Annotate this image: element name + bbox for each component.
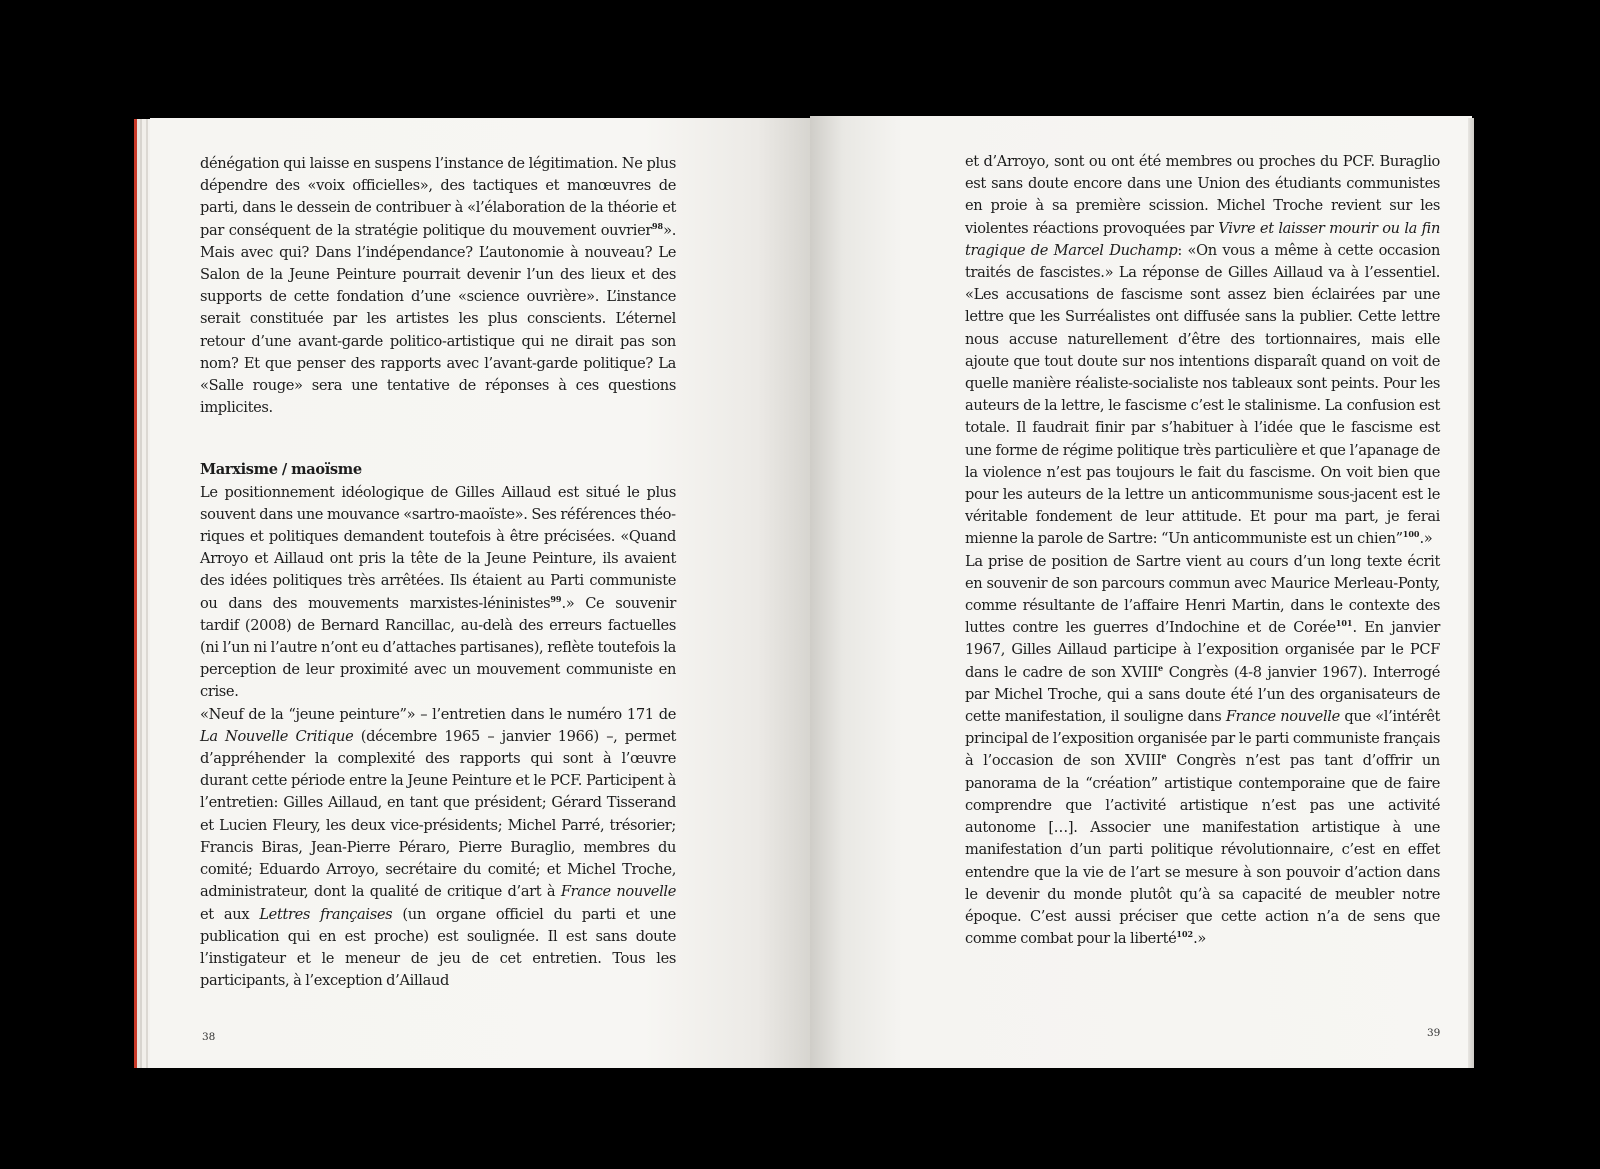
right-paragraph-2: [965, 551, 1440, 951]
ordinal-superscript: e: [1161, 751, 1167, 762]
footnote-ref: 99: [550, 593, 562, 604]
text-run: Congrès (4-8 janvier 1967). Interrogé par Michel Troche, qui a sans doute été l’un des organisateurs de cette manifestation, il souligne dans: [965, 663, 1440, 726]
text-run: (un organe officiel du parti et une publication qui en est proche) est soulignée. Il est sans doute l’instigateur et le meneur de jeu de cet entretien. Tous les participants, à l’exception d’Aillaud: [200, 905, 676, 990]
text-run: . En janvier 1967, Gilles Aillaud participe à l’exposition organisée par le PCF dans le cadre de son XVIII: [965, 619, 1440, 681]
ordinal-superscript: e: [1158, 662, 1164, 673]
text-run: et d’Arroyo, sont ou ont été membres ou proches du PCF. Buraglio est sans doute encore dans une Union des étudiants communistes en proie à sa première scission. Michel Troche revient sur les violentes réactions provoquées par: [965, 153, 1440, 237]
italic-title: France nouvelle: [560, 883, 676, 901]
text-run: «Neuf de la “jeune peinture”» – l’entretien dans le numéro 171 de: [200, 705, 676, 723]
text-run: que «l’intérêt principal de l’exposition organisée par le parti communiste français à l’occasion de son XVIII: [965, 708, 1441, 770]
right-page-text: [965, 151, 1440, 950]
text-run: (décembre 1965 – janvier 1966) –, permet d’appréhender la complexité des rapports qui sont à l’œuvre durant cette période entre la Jeune Peinture et le PCF. Participent à l’entretien: Gilles Aillaud, en tant que président; Gérard Tisserand et Lucien Fleury, les deux vice-présidents; Michel Parré, trésorier; Francis Biras, Jean-Pierre Péraro, Pierre Buraglio, membres du comité; Eduardo Arroyo, secrétaire du comité; et Michel Troche, administrateur, dont la qualité de critique d’art à: [200, 727, 676, 901]
text-run: dénégation qui laisse en suspens l’instance de légitimation. Ne plus dépendre des «voix officielles», des tactiques et manœuvres de parti, dans le dessein de contribuer à «l’élaboration de la théorie et par conséquent de la stratégie politique du mouvement ouvrier: [200, 155, 676, 239]
text-run: .»: [1193, 930, 1206, 948]
text-run: ». Mais avec qui? Dans l’indépendance? L’autonomie à nouveau? Le Salon de la Jeune Peinture pourrait devenir l’un des lieux et des supports de cette fondation d’une «science ouvrière». L’instance serait constituée par les artistes les plus conscients. L’éternel retour d’une avant-garde politico-artistique qui ne dirait pas son nom? Et que penser des rapports avec l’avant-garde politique? La «Salle rouge» sera une tentative de réponses à ces questions implicites.: [200, 221, 676, 417]
page-number-right: 39: [1427, 1027, 1441, 1039]
section-heading: Marxisme / maoïsme: [200, 461, 362, 479]
italic-title: La Nouvelle Critique: [200, 727, 354, 745]
left-paragraph-2: [200, 482, 676, 704]
page-number-left: 38: [202, 1031, 216, 1043]
footnote-ref: 102: [1176, 929, 1194, 940]
footnote-ref: 98: [651, 220, 664, 231]
italic-title: France nouvelle: [1225, 708, 1340, 726]
footnote-ref: 101: [1335, 618, 1353, 629]
text-run: Le positionnement idéologique de Gilles Aillaud est situé le plus souvent dans une mouvance «sartro-maoïste». Ses références théoriques et politiques demandent toutefois à être précisées. «Quand Arroyo et Aillaud ont pris la tête de la Jeune Peinture, ils avaient des idées politiques très arrêtées. Ils étaient au Parti communiste ou dans des mouvements marxistes-léninistes: [200, 483, 676, 612]
text-run: .»: [1419, 530, 1433, 548]
italic-title: Lettres françaises: [259, 905, 393, 923]
text-run: Congrès n’est pas tant d’offrir un panorama de la “création” artistique contemporaine que de faire comprendre que l’activité artistique n’est pas une activité autonome […]. Associer une manifestation artistique à une manifestation d’un parti politique révolutionnaire, c’est en effet entendre que la vie de l’art se mesure à son pouvoir d’action dans le devenir du monde plutôt qu’à sa capacité de meubler notre époque. C’est aussi préciser que cette action n’a de sens que comme combat pour la liberté: [965, 752, 1440, 948]
left-paragraph-1: [200, 153, 676, 419]
text-run: et aux: [200, 905, 260, 923]
right-paragraph-1: [965, 151, 1440, 551]
italic-title: Vivre et laisser mourir ou la fin tragique de Marcel Duchamp: [965, 219, 1440, 259]
right-page-edge: [1468, 118, 1474, 1068]
left-page-text: [200, 153, 676, 992]
text-run: : «On vous a même à cette occasion traités de fascistes.» La réponse de Gilles Aillaud va à l’essentiel. «Les accusations de fascisme sont assez bien éclairées par une lettre que les Surréalistes ont diffusée sans la publier. Cette lettre nous accuse naturellement d’être des tortionnaires, mais elle ajoute que tout doute sur nos intentions disparaît quand on voit de quelle manière réaliste-socialiste nos tableaux sont peints. Pour les auteurs de la lettre, le fascisme c’est le stalinisme. La confusion est totale. Il faudrait finir par s’habituer à l’idée que le fascisme est une forme de régime politique très particulière et que l’apanage de la violence n’est pas toujours le fait du fascisme. On voit bien que pour les auteurs de la lettre un anticommunisme sous-jacent est le véritable fondement de leur attitude. Et pour ma part, je ferai mienne la parole de Sartre: “Un anticommuniste est un chien”: [965, 241, 1440, 548]
text-run: La prise de position de Sartre vient au cours d’un long texte écrit en souvenir de son parcours commun avec Maurice Merleau-Ponty, comme résultante de l’affaire Henri Martin, dans le contexte des luttes contre les guerres d’Indochine et de Corée: [965, 552, 1440, 637]
left-paragraph-3: [200, 704, 676, 993]
footnote-ref: 100: [1402, 529, 1420, 540]
text-run: .» Ce souvenir tardif (2008) de Bernard Rancillac, au-delà des erreurs factuelles (ni l’un ni l’autre n’ont eu d’attaches partisanes), reflète toutefois la perception de leur proximité avec un mouvement communiste en crise.: [200, 594, 676, 701]
